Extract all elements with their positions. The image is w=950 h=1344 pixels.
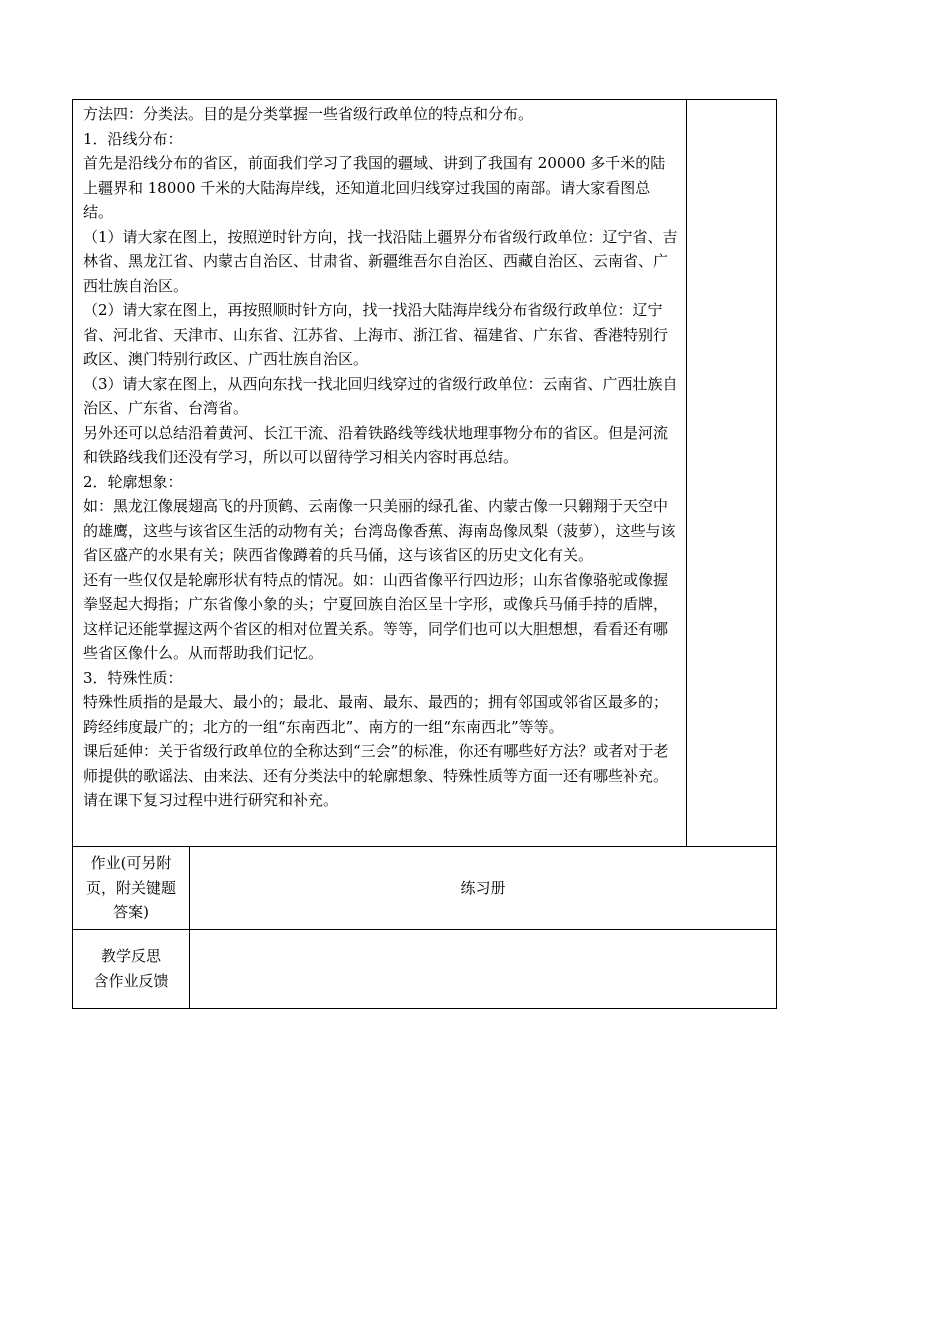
paragraph: 3．特殊性质： [83, 668, 183, 687]
paragraph: 另外还可以总结沿着黄河、长江干流、沿着铁路线等线状地理事物分布的省区。但是河流和铁路线我们还没有学习，所以可以留待学习相关内容时再总结。 [83, 423, 669, 466]
paragraph: 还有一些仅仅是轮廓形状有特点的情况。如：山西省像平行四边形；山东省像骆驼或像握拳竖起大拇指；广东省像小象的头；宁夏回族自治区呈十字形，或像兵马俑手持的盾牌，这样记还能掌握这两个省区的相对位置关系。等等，同学们也可以大胆想想，看看还有哪些省区像什么。从而帮助我们记忆。 [83, 570, 669, 662]
paragraph: 2．轮廓想象： [83, 472, 183, 491]
paragraph: 特殊性质指的是最大、最小的；最北、最南、最东、最西的；拥有邻国或邻省区最多的；跨经纬度最广的；北方的一组“东南西北”、南方的一组“东南西北”等等。 [83, 693, 669, 736]
reflection-label-line2: 含作业反馈 [93, 971, 169, 990]
lesson-plan-sheet [72, 99, 776, 1009]
homework-value: 练习册 [190, 847, 777, 930]
paragraph: （2）请大家在图上，再按照顺时针方向，找一找沿大陆海岸线分布省级行政单位：辽宁省、河北省、天津市、山东省、江苏省、上海市、浙江省、福建省、广东省、香港特别行政区、澳门特别行政区、广西壮族自治区。 [83, 301, 669, 368]
lesson-content [73, 100, 686, 819]
reflection-label [73, 929, 190, 1008]
paragraph: 如：黑龙江像展翅高飞的丹顶鹤、云南像一只美丽的绿孔雀、内蒙古像一只翱翔于天空中的雄鹰，这些与该省区生活的动物有关；台湾岛像香蕉、海南岛像凤梨（菠萝），这些与该省区盛产的水果有关；陕西省像蹲着的兵马俑，这与该省区的历史文化有关。 [83, 497, 676, 564]
lesson-content-cell [73, 100, 687, 847]
paragraph: （3）请大家在图上，从西向东找一找北回归线穿过的省级行政单位：云南省、广西壮族自治区、广东省、台湾省。 [83, 374, 678, 417]
homework-label: 作业(可另附页，附关键题答案) [73, 847, 190, 930]
homework-row [73, 847, 777, 930]
paragraph: 1．沿线分布： [83, 129, 183, 148]
content-row [73, 100, 777, 847]
lesson-plan-table [72, 99, 777, 1009]
reflection-label-line1: 教学反思 [100, 947, 161, 965]
notes-column-cell [687, 100, 777, 847]
paragraph: （1）请大家在图上，按照逆时针方向，找一找沿陆上疆界分布省级行政单位：辽宁省、吉林省、黑龙江省、内蒙古自治区、甘肃省、新疆维吾尔自治区、西藏自治区、云南省、广西壮族自治区。 [83, 227, 678, 295]
paragraph: 方法四：分类法。目的是分类掌握一些省级行政单位的特点和分布。 [83, 105, 534, 123]
reflection-row [73, 929, 777, 1008]
paragraph: 课后延伸：关于省级行政单位的全称达到“三会”的标准，你还有哪些好方法？或者对于老师提供的歌谣法、由来法、还有分类法中的轮廓想象、特殊性质等方面一还有哪些补充。请在课下复习过程中进行研究和补充。 [83, 742, 669, 809]
reflection-value [190, 929, 777, 1008]
paragraph: 首先是沿线分布的省区，前面我们学习了我国的疆域、讲到了我国有 20000 多千米的陆上疆界和 18000 千米的大陆海岸线，还知道北回归线穿过我国的南部。请大家看图总结。 [83, 154, 666, 221]
